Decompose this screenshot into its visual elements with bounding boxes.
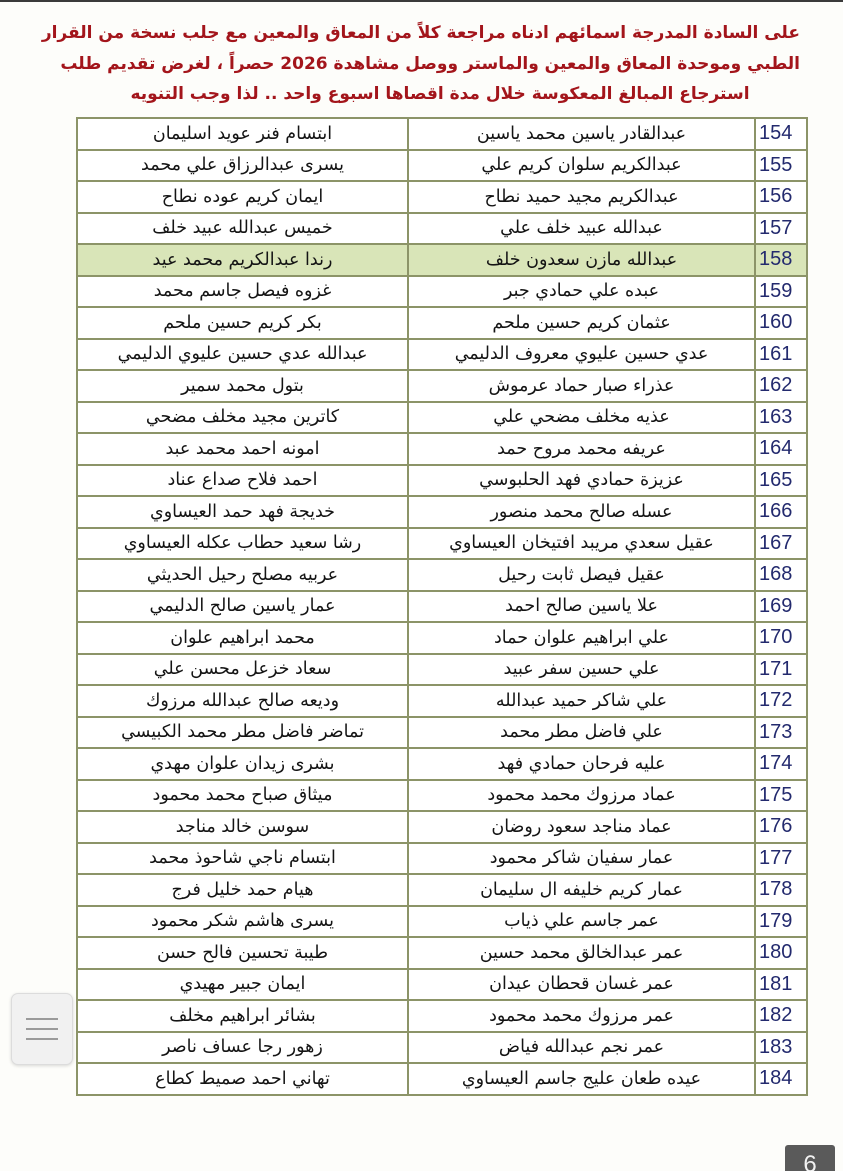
disabled-person-name: علي شاكر حميد عبدالله [408,685,755,717]
table-row [77,150,807,182]
table-row [77,339,807,371]
table-row [77,1000,807,1032]
disabled-person-name: عريفه محمد مروح حمد [408,433,755,465]
row-number: 167 [755,528,807,560]
row-number: 163 [755,402,807,434]
disabled-person-name: عماد مرزوك محمد محمود [408,780,755,812]
row-number: 170 [755,622,807,654]
table-row [77,874,807,906]
notice-text [41,18,800,110]
caregiver-name: غزوه فيصل جاسم محمد [77,276,408,308]
table-row [77,496,807,528]
table-row [77,433,807,465]
disabled-person-name: عمر مرزوك محمد محمود [408,1000,755,1032]
disabled-person-name: عمر عبدالخالق محمد حسين [408,937,755,969]
caregiver-name: خميس عبدالله عبيد خلف [77,213,408,245]
row-number: 180 [755,937,807,969]
table-row [77,118,807,150]
table-row [77,528,807,560]
row-number: 171 [755,654,807,686]
caregiver-name: خديجة فهد حمد العيساوي [77,496,408,528]
table-row [77,748,807,780]
caregiver-name: كاترين مجيد مخلف مضحي [77,402,408,434]
disabled-person-name: عدي حسين عليوي معروف الدليمي [408,339,755,371]
caregiver-name: وديعه صالح عبدالله مرزوك [77,685,408,717]
caregiver-name: طيبة تحسين فالح حسن [77,937,408,969]
disabled-person-name: علي حسين سفر عبيد [408,654,755,686]
disabled-person-name: عمر نجم عبدالله فياض [408,1032,755,1064]
row-number: 166 [755,496,807,528]
table-row [77,622,807,654]
page-number-badge: 6 [785,1145,835,1171]
row-number: 159 [755,276,807,308]
caregiver-name: سعاد خزعل محسن علي [77,654,408,686]
row-number: 181 [755,969,807,1001]
caregiver-name: عربيه مصلح رحيل الحديثي [77,559,408,591]
caregiver-name: ميثاق صباح محمد محمود [77,780,408,812]
table-row [77,307,807,339]
table-row [77,843,807,875]
disabled-person-name: علي ابراهيم علوان حماد [408,622,755,654]
table-row [77,181,807,213]
disabled-person-name: عبدالله عبيد خلف علي [408,213,755,245]
disabled-person-name: عليه فرحان حمادي فهد [408,748,755,780]
disabled-person-name: عمر جاسم علي ذياب [408,906,755,938]
table-row [77,969,807,1001]
table-row [77,465,807,497]
caregiver-name: بتول محمد سمير [77,370,408,402]
row-number: 155 [755,150,807,182]
table-row [77,276,807,308]
disabled-person-name: عيده طعان عليج جاسم العيساوي [408,1063,755,1095]
disabled-person-name: عمار سفيان شاكر محمود [408,843,755,875]
table-row [77,1032,807,1064]
disabled-person-name: عبدالكريم مجيد حميد نطاح [408,181,755,213]
disabled-person-name: عبدالقادر ياسين محمد ياسين [408,118,755,150]
row-number: 182 [755,1000,807,1032]
disabled-person-name: عمر غسان قحطان عيدان [408,969,755,1001]
table-row [77,906,807,938]
caregiver-name: عمار ياسين صالح الدليمي [77,591,408,623]
notice-line-1: على السادة المدرجة اسمائهم ادناه مراجعة كلاً من المعاق والمعين مع جلب نسخة من القرار [41,23,800,43]
caregiver-name: بكر كريم حسين ملحم [77,307,408,339]
table-row [77,811,807,843]
caregiver-name: ايمان كريم عوده نطاح [77,181,408,213]
disabled-person-name: علا ياسين صالح احمد [408,591,755,623]
disabled-person-name: عقيل فيصل ثابت رحيل [408,559,755,591]
table-row [77,780,807,812]
row-number: 183 [755,1032,807,1064]
floating-menu-button[interactable] [11,993,73,1065]
caregiver-name: هيام حمد خليل فرج [77,874,408,906]
caregiver-name: زهور رجا عساف ناصر [77,1032,408,1064]
row-number: 174 [755,748,807,780]
caregiver-name: ابتسام ناجي شاحوذ محمد [77,843,408,875]
disabled-person-name: عسله صالح محمد منصور [408,496,755,528]
disabled-person-name: عبدالله مازن سعدون خلف [408,244,755,276]
caregiver-name: ابتسام فنر عويد اسليمان [77,118,408,150]
disabled-person-name: عثمان كريم حسين ملحم [408,307,755,339]
table-row [77,402,807,434]
row-number: 164 [755,433,807,465]
table-row [77,244,807,276]
notice-line-3: استرجاع المبالغ المعكوسة خلال مدة اقصاها اسبوع واحد .. لذا وجب التنويه [130,84,750,104]
row-number: 160 [755,307,807,339]
caregiver-name: احمد فلاح صداع عناد [77,465,408,497]
row-number: 161 [755,339,807,371]
table-row [77,654,807,686]
caregiver-name: رشا سعيد حطاب عكله العيساوي [77,528,408,560]
disabled-person-name: عزيزة حمادي فهد الحلبوسي [408,465,755,497]
row-number: 172 [755,685,807,717]
table-row [77,559,807,591]
caregiver-name: رندا عبدالكريم محمد عيد [77,244,408,276]
caregiver-name: يسرى عبدالرزاق علي محمد [77,150,408,182]
caregiver-name: عبدالله عدي حسين عليوي الدليمي [77,339,408,371]
caregiver-name: تهاني احمد صميط كطاع [77,1063,408,1095]
row-number: 162 [755,370,807,402]
disabled-person-name: عذراء صبار حماد عرموش [408,370,755,402]
disabled-person-name: عبده علي حمادي جبر [408,276,755,308]
row-number: 158 [755,244,807,276]
caregiver-name: بشرى زيدان علوان مهدي [77,748,408,780]
row-number: 157 [755,213,807,245]
caregiver-name: سوسن خالد مناجد [77,811,408,843]
names-table [76,117,808,1096]
row-number: 156 [755,181,807,213]
caregiver-name: يسرى هاشم شكر محمود [77,906,408,938]
disabled-person-name: عمار كريم خليفه ال سليمان [408,874,755,906]
notice-line-2: الطبي وموحدة المعاق والمعين والماستر ووصل مشاهدة 2026 حصراً ، لغرض تقديم طلب [60,53,800,74]
table-row [77,717,807,749]
disabled-person-name: عماد مناجد سعود روضان [408,811,755,843]
row-number: 173 [755,717,807,749]
row-number: 179 [755,906,807,938]
caregiver-name: محمد ابراهيم علوان [77,622,408,654]
table-row [77,937,807,969]
table-row [77,370,807,402]
disabled-person-name: علي فاضل مطر محمد [408,717,755,749]
row-number: 168 [755,559,807,591]
table-row [77,213,807,245]
row-number: 176 [755,811,807,843]
caregiver-name: ايمان جبير مهيدي [77,969,408,1001]
disabled-person-name: عبدالكريم سلوان كريم علي [408,150,755,182]
table-row [77,591,807,623]
row-number: 184 [755,1063,807,1095]
table-row [77,685,807,717]
disabled-person-name: عقيل سعدي مريبد افتيخان العيساوي [408,528,755,560]
row-number: 175 [755,780,807,812]
caregiver-name: تماضر فاضل مطر محمد الكبيسي [77,717,408,749]
row-number: 177 [755,843,807,875]
row-number: 169 [755,591,807,623]
top-border-line [0,0,843,2]
table-row [77,1063,807,1095]
caregiver-name: بشائر ابراهيم مخلف [77,1000,408,1032]
disabled-person-name: عذيه مخلف مضحي علي [408,402,755,434]
row-number: 178 [755,874,807,906]
row-number: 165 [755,465,807,497]
caregiver-name: امونه احمد محمد عبد [77,433,408,465]
row-number: 154 [755,118,807,150]
